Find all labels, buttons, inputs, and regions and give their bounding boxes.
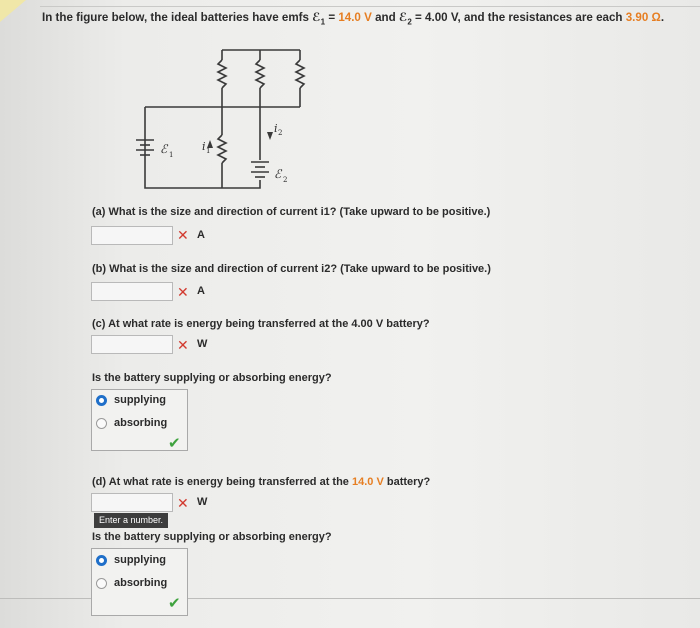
- part-d-option-label: absorbing: [114, 577, 168, 589]
- check-mark-icon: ✔: [168, 595, 181, 612]
- resistance-value: 3.90 Ω: [625, 11, 661, 24]
- emf1-value: 14.0 V: [338, 11, 372, 24]
- question-intro: In the figure below, the ideal batteries have emfs: [42, 11, 313, 24]
- period: .: [660, 11, 665, 24]
- emf1-label-sub: 1: [169, 151, 174, 159]
- part-b-unit: A: [197, 285, 205, 297]
- question-statement: [42, 10, 664, 26]
- radio-selected-icon[interactable]: [96, 395, 107, 406]
- input-tooltip: Enter a number.: [94, 513, 168, 528]
- part-b-input[interactable]: [91, 282, 173, 301]
- emf2-symbol: ℰ: [398, 11, 408, 24]
- part-d-option-label: supplying: [114, 554, 166, 566]
- x-mark-icon: ✕: [177, 337, 189, 353]
- emf1-symbol: ℰ: [312, 11, 321, 24]
- i2-label-sub: 2: [278, 129, 283, 137]
- x-mark-icon: ✕: [177, 227, 189, 243]
- part-a-label: (a) What is the size and direction of current i1? (Take upward to be positive.): [92, 206, 491, 218]
- part-a-unit: A: [197, 229, 205, 241]
- emf2-label-sub: 2: [283, 176, 288, 184]
- part-c-input[interactable]: [91, 335, 173, 354]
- part-c-label: (c) At what rate is energy being transferred at the 4.00 V battery?: [92, 318, 430, 330]
- check-mark-icon: ✔: [168, 435, 181, 452]
- circuit-diagram: [130, 40, 310, 190]
- x-mark-icon: ✕: [177, 495, 189, 511]
- x-mark-icon: ✕: [177, 284, 189, 300]
- emf2-subscript: 2: [407, 17, 412, 27]
- emf2-value: 4.00 V: [425, 11, 458, 24]
- and-text: and: [371, 11, 399, 24]
- flag-icon: [0, 0, 26, 26]
- part-d-option-absorbing[interactable]: [96, 577, 167, 589]
- resistance-text: , and the resistances are each: [457, 11, 626, 24]
- emf1-subscript: 1: [320, 17, 326, 27]
- part-c-option-label: absorbing: [114, 417, 168, 429]
- radio-selected-icon[interactable]: [96, 555, 107, 566]
- part-d-option-supplying[interactable]: [96, 554, 166, 566]
- part-d-unit: W: [197, 496, 208, 508]
- divider-top: [40, 6, 700, 7]
- part-c-option-supplying[interactable]: [96, 394, 166, 406]
- i2-label: i: [274, 122, 278, 135]
- part-a-input[interactable]: [91, 226, 173, 245]
- emf1-label: ℰ: [160, 142, 168, 156]
- part-b-label: (b) What is the size and direction of current i2? (Take upward to be positive.): [92, 263, 491, 275]
- i1-label: i: [202, 140, 206, 153]
- equals-2: =: [411, 11, 426, 24]
- part-c-question: Is the battery supplying or absorbing energy?: [92, 372, 332, 384]
- radio-empty-icon[interactable]: [96, 578, 107, 589]
- part-d-label-value: 14.0 V: [351, 476, 384, 488]
- part-c-option-label: supplying: [114, 394, 166, 406]
- radio-empty-icon[interactable]: [96, 418, 107, 429]
- part-d-question: Is the battery supplying or absorbing energy?: [92, 531, 332, 543]
- i1-label-sub: 1: [206, 147, 211, 155]
- part-c-option-absorbing[interactable]: [96, 417, 167, 429]
- emf2-label: ℰ: [274, 167, 282, 181]
- part-d-label: [92, 476, 430, 488]
- equals-1: =: [325, 11, 339, 24]
- part-c-unit: W: [197, 338, 208, 350]
- part-d-input[interactable]: [91, 493, 173, 512]
- part-d-label-post: battery?: [383, 476, 431, 488]
- part-d-label-pre: (d) At what rate is energy being transferred at the: [92, 476, 352, 488]
